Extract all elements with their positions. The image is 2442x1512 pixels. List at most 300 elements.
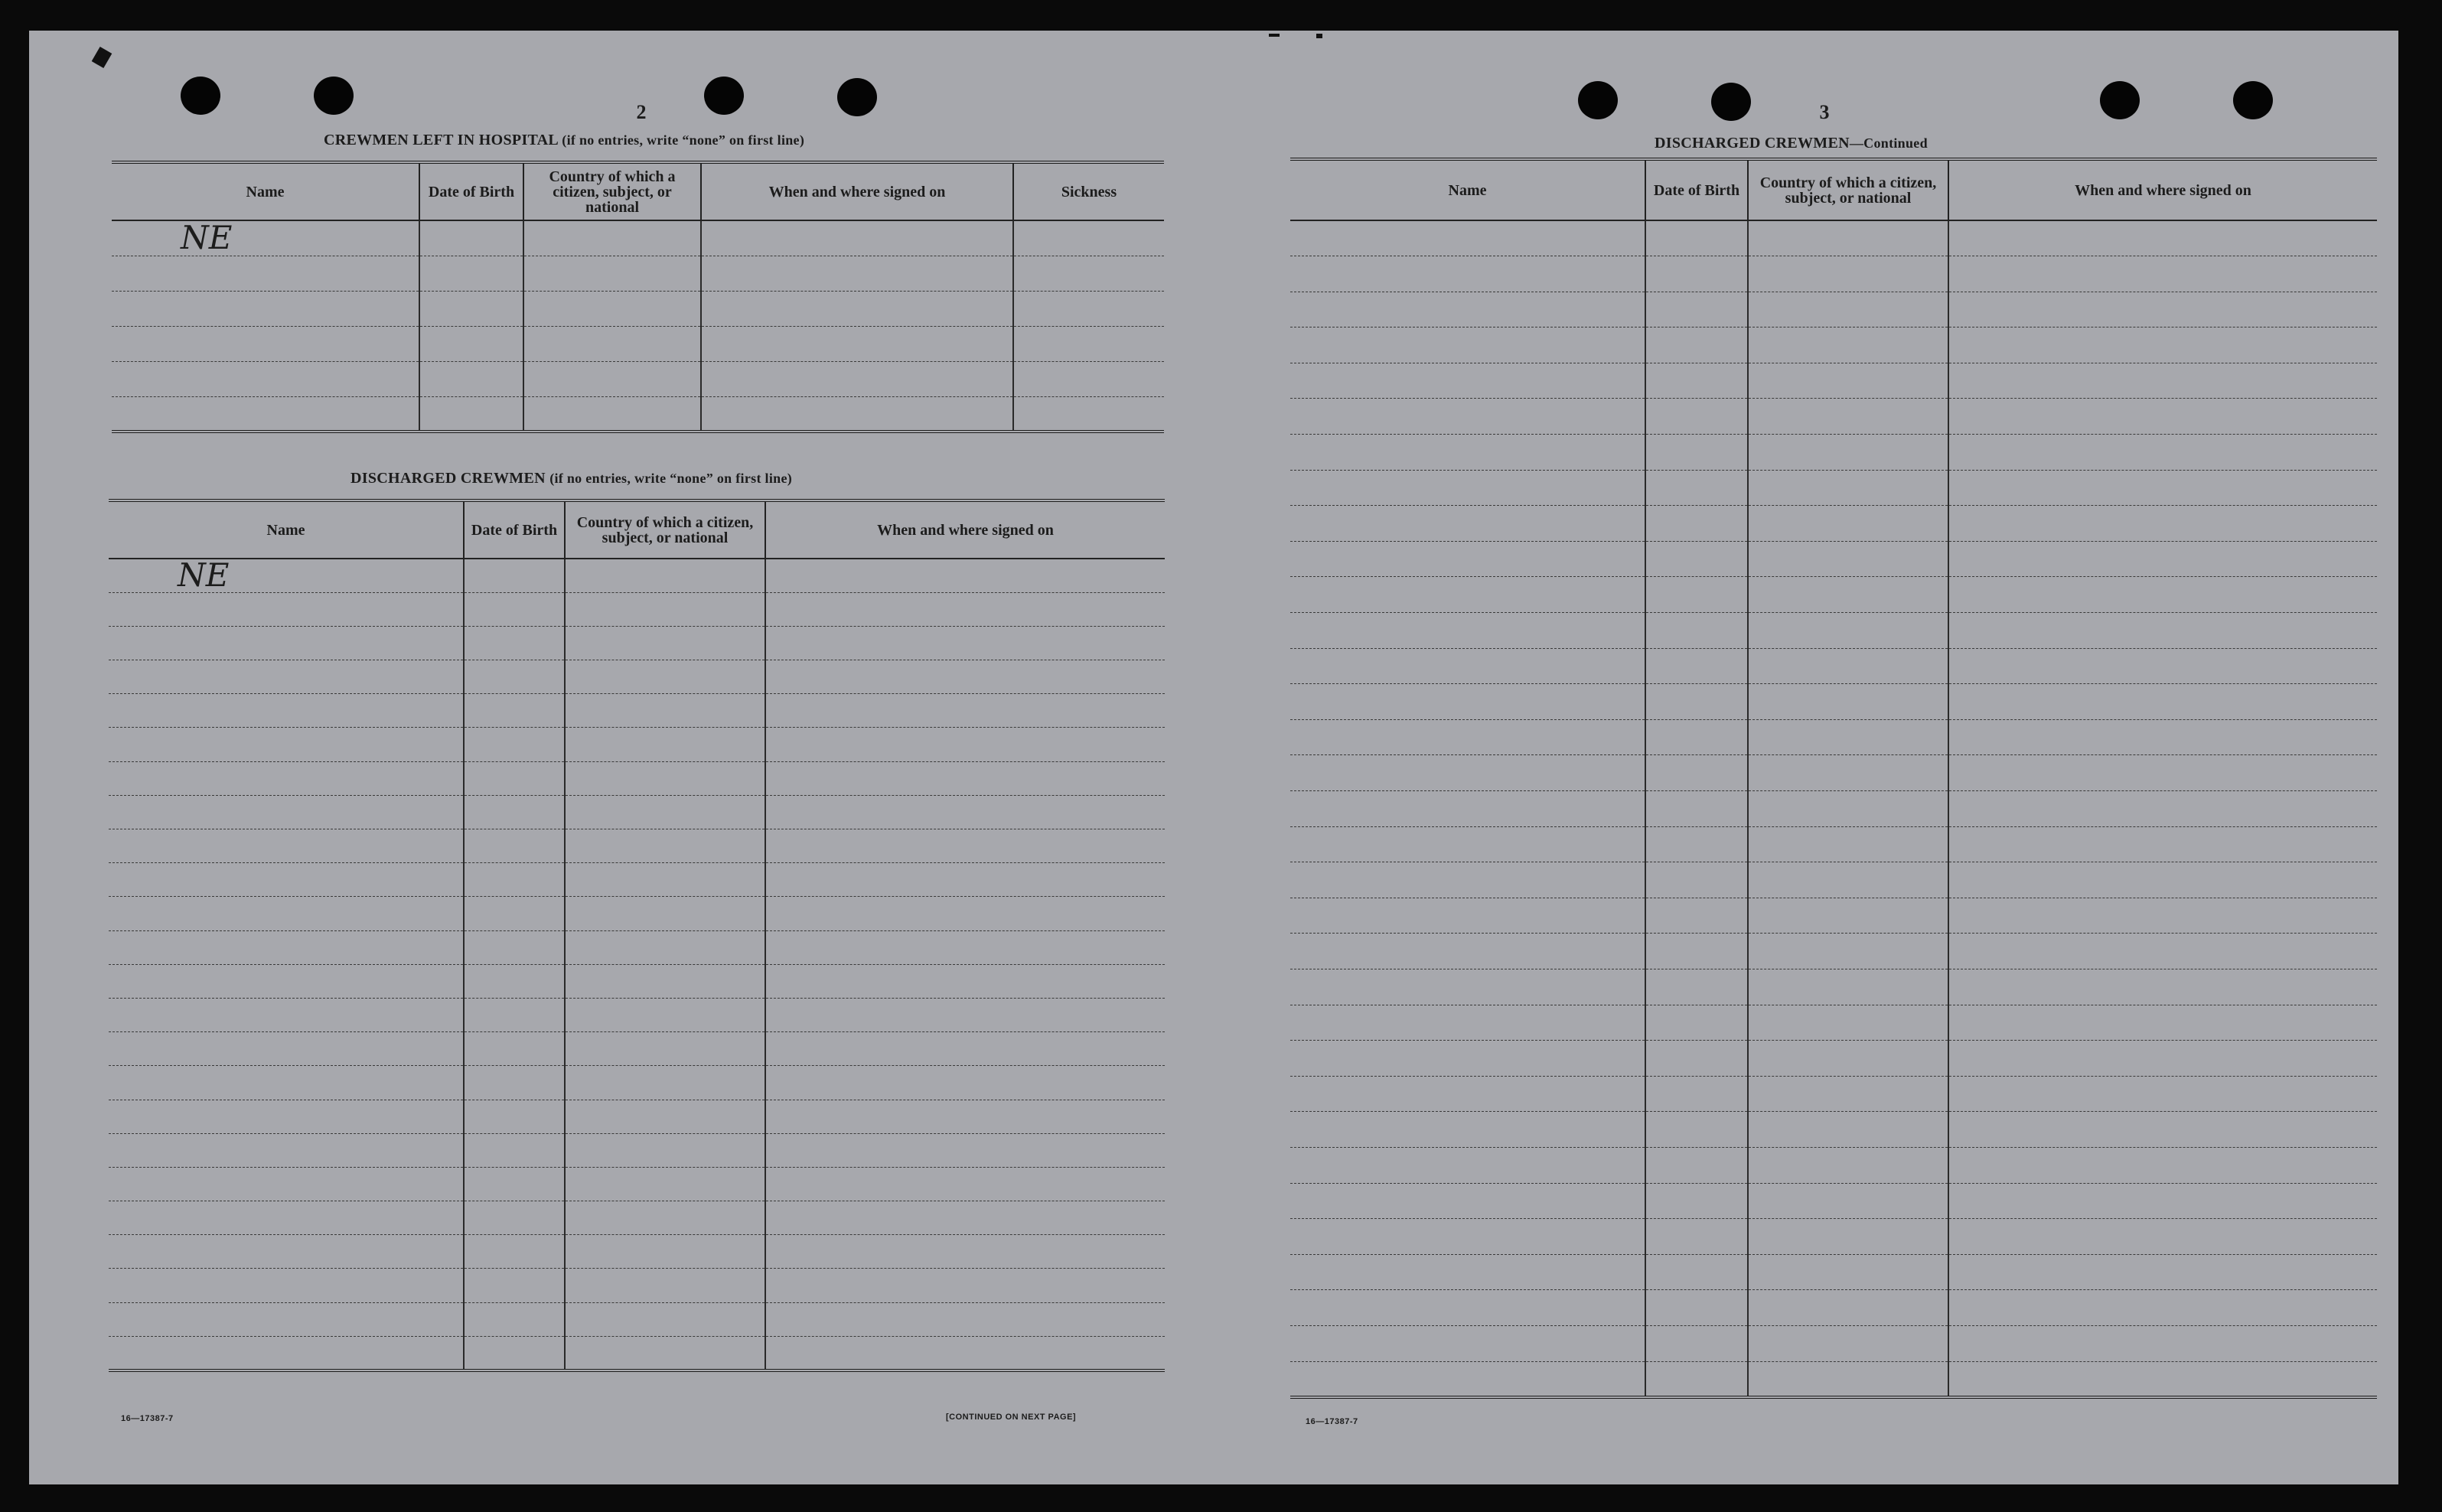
table-cell bbox=[1948, 826, 2377, 862]
table-cell bbox=[1290, 648, 1645, 684]
table-cell bbox=[765, 930, 1165, 964]
table-cell bbox=[464, 1032, 565, 1066]
table-cell bbox=[109, 592, 464, 626]
table-cell bbox=[1748, 1254, 1948, 1290]
punch-hole bbox=[704, 77, 744, 115]
table-cell bbox=[109, 863, 464, 897]
table-cell bbox=[112, 256, 419, 291]
table-cell bbox=[565, 559, 765, 592]
table-cell bbox=[109, 761, 464, 795]
table-cell bbox=[1290, 1076, 1645, 1112]
table-row bbox=[1290, 363, 2377, 399]
table-cell bbox=[765, 1133, 1165, 1167]
table-row bbox=[109, 1032, 1165, 1066]
table-cell bbox=[464, 626, 565, 660]
table-cell bbox=[109, 795, 464, 829]
punch-hole bbox=[181, 77, 220, 115]
table-cell bbox=[765, 559, 1165, 592]
table-cell bbox=[565, 694, 765, 728]
table-cell bbox=[1645, 1290, 1748, 1326]
table-row bbox=[1290, 898, 2377, 934]
table-row bbox=[109, 761, 1165, 795]
table-cell bbox=[109, 1336, 464, 1370]
table-cell bbox=[1748, 1041, 1948, 1077]
table-cell bbox=[1948, 1183, 2377, 1219]
table-cell bbox=[419, 220, 523, 256]
table-cell bbox=[1290, 470, 1645, 506]
table-row bbox=[1290, 1076, 2377, 1112]
table-cell bbox=[701, 326, 1013, 361]
hospital-instruction: (if no entries, write “none” on first line) bbox=[562, 132, 805, 148]
column-header-name: Name bbox=[109, 500, 464, 559]
table-cell bbox=[1948, 1076, 2377, 1112]
table-cell bbox=[464, 1201, 565, 1235]
table-row bbox=[109, 1269, 1165, 1302]
table-cell bbox=[765, 1269, 1165, 1302]
table-cell bbox=[1748, 826, 1948, 862]
table-cell bbox=[1748, 506, 1948, 542]
table-cell bbox=[1645, 577, 1748, 613]
continued-note: [CONTINUED ON NEXT PAGE] bbox=[946, 1413, 1077, 1422]
table-row bbox=[109, 1235, 1165, 1269]
table-cell bbox=[1748, 435, 1948, 471]
table-cell bbox=[419, 396, 523, 432]
table-cell bbox=[1948, 292, 2377, 327]
table-row bbox=[109, 964, 1165, 998]
table-row bbox=[1290, 435, 2377, 471]
table-cell bbox=[1645, 399, 1748, 435]
table-row bbox=[1290, 613, 2377, 649]
table-cell bbox=[1645, 684, 1748, 720]
table-cell bbox=[1948, 1005, 2377, 1041]
table-cell bbox=[765, 1302, 1165, 1336]
table-cell bbox=[765, 897, 1165, 930]
table-cell bbox=[1645, 470, 1748, 506]
table-cell bbox=[1645, 1041, 1748, 1077]
table-cell bbox=[109, 1133, 464, 1167]
form-number-left: 16—17387-7 bbox=[121, 1414, 174, 1423]
table-cell bbox=[1748, 684, 1948, 720]
punch-hole bbox=[2100, 81, 2140, 119]
table-cell bbox=[1290, 1183, 1645, 1219]
table-row bbox=[1290, 327, 2377, 363]
table-cell bbox=[1290, 506, 1645, 542]
table-cell bbox=[1645, 648, 1748, 684]
table-cell bbox=[1948, 506, 2377, 542]
table-cell bbox=[109, 556, 464, 595]
table-cell bbox=[1290, 1005, 1645, 1041]
table-cell bbox=[1290, 719, 1645, 755]
table-cell bbox=[112, 361, 419, 396]
table-row bbox=[109, 998, 1165, 1031]
table-cell bbox=[1645, 791, 1748, 827]
table-cell bbox=[1748, 1076, 1948, 1112]
table-row bbox=[109, 930, 1165, 964]
table-cell bbox=[464, 1269, 565, 1302]
table-cell bbox=[565, 863, 765, 897]
table-cell bbox=[464, 930, 565, 964]
table-row bbox=[109, 1336, 1165, 1370]
table-cell bbox=[1948, 1290, 2377, 1326]
table-cell bbox=[523, 220, 701, 256]
table-cell bbox=[701, 396, 1013, 432]
table-row bbox=[1290, 399, 2377, 435]
table-cell bbox=[1290, 1112, 1645, 1148]
discharged-continued-title: DISCHARGED CREWMEN bbox=[1655, 135, 1850, 152]
table-cell bbox=[1948, 1147, 2377, 1183]
table-row bbox=[1290, 1219, 2377, 1255]
table-cell bbox=[1645, 1219, 1748, 1255]
table-cell bbox=[1645, 220, 1748, 256]
table-cell bbox=[1645, 363, 1748, 399]
table-cell bbox=[765, 694, 1165, 728]
table-row bbox=[1290, 1005, 2377, 1041]
table-cell bbox=[1748, 327, 1948, 363]
table-row bbox=[1290, 648, 2377, 684]
table-cell bbox=[1748, 755, 1948, 791]
table-cell bbox=[464, 559, 565, 592]
table-cell bbox=[109, 930, 464, 964]
table-cell bbox=[109, 1269, 464, 1302]
table-cell bbox=[1748, 256, 1948, 292]
table-cell bbox=[1948, 399, 2377, 435]
table-cell bbox=[112, 326, 419, 361]
table-row bbox=[1290, 684, 2377, 720]
column-header-date-of-birth: Date of Birth bbox=[464, 500, 565, 559]
table-row bbox=[1290, 506, 2377, 542]
table-cell bbox=[1645, 755, 1748, 791]
table-cell bbox=[1290, 541, 1645, 577]
table-cell bbox=[1748, 1361, 1948, 1397]
table-cell bbox=[565, 1302, 765, 1336]
table-cell bbox=[765, 1167, 1165, 1201]
table-cell bbox=[523, 256, 701, 291]
table-row bbox=[1290, 577, 2377, 613]
table-cell bbox=[523, 326, 701, 361]
column-header-date-of-birth: Date of Birth bbox=[1645, 159, 1748, 220]
table-cell bbox=[464, 694, 565, 728]
table-cell bbox=[1013, 361, 1164, 396]
table-row bbox=[109, 1133, 1165, 1167]
table-cell bbox=[1948, 613, 2377, 649]
table-row bbox=[109, 1100, 1165, 1133]
table-cell bbox=[565, 1066, 765, 1100]
table-cell bbox=[1290, 1290, 1645, 1326]
table-cell bbox=[1645, 1183, 1748, 1219]
table-cell bbox=[1748, 577, 1948, 613]
table-cell bbox=[1645, 862, 1748, 898]
discharged-instruction: (if no entries, write “none” on first line) bbox=[549, 471, 793, 486]
table-cell bbox=[1645, 1325, 1748, 1361]
table-cell bbox=[1013, 291, 1164, 326]
table-cell bbox=[565, 1032, 765, 1066]
table-cell bbox=[765, 660, 1165, 694]
punch-hole bbox=[837, 78, 877, 116]
table-cell bbox=[109, 1235, 464, 1269]
table-cell bbox=[1948, 577, 2377, 613]
table-cell bbox=[1748, 969, 1948, 1005]
table-cell bbox=[464, 863, 565, 897]
table-cell bbox=[109, 897, 464, 930]
discharged-continued-table bbox=[1290, 158, 2377, 1399]
table-row bbox=[1290, 1361, 2377, 1397]
table-cell bbox=[1290, 969, 1645, 1005]
column-header-name: Name bbox=[112, 162, 419, 220]
ink-mark bbox=[92, 47, 112, 68]
table-cell bbox=[419, 291, 523, 326]
table-row bbox=[109, 559, 1165, 592]
table-cell bbox=[765, 795, 1165, 829]
column-header-date-of-birth: Date of Birth bbox=[419, 162, 523, 220]
table-cell bbox=[464, 1336, 565, 1370]
table-cell bbox=[109, 1201, 464, 1235]
table-cell bbox=[464, 1302, 565, 1336]
table-cell bbox=[765, 998, 1165, 1031]
table-cell bbox=[1948, 684, 2377, 720]
table-cell bbox=[1290, 363, 1645, 399]
table-cell bbox=[464, 660, 565, 694]
table-cell bbox=[565, 1167, 765, 1201]
table-cell bbox=[565, 795, 765, 829]
table-cell bbox=[565, 626, 765, 660]
table-row bbox=[1290, 755, 2377, 791]
table-cell bbox=[1290, 327, 1645, 363]
table-cell bbox=[765, 829, 1165, 863]
table-cell bbox=[1948, 719, 2377, 755]
table-cell bbox=[1290, 1219, 1645, 1255]
table-cell bbox=[1645, 1361, 1748, 1397]
table-cell bbox=[1290, 1254, 1645, 1290]
table-cell bbox=[701, 361, 1013, 396]
table-cell bbox=[109, 1167, 464, 1201]
table-cell bbox=[1748, 470, 1948, 506]
table-cell bbox=[1645, 506, 1748, 542]
table-cell bbox=[1748, 1325, 1948, 1361]
discharged-rows bbox=[109, 556, 1165, 1370]
table-cell bbox=[765, 626, 1165, 660]
table-cell bbox=[1645, 969, 1748, 1005]
table-cell bbox=[1748, 898, 1948, 934]
table-cell bbox=[464, 1133, 565, 1167]
table-row bbox=[1290, 934, 2377, 969]
table-cell bbox=[1290, 292, 1645, 327]
table-cell bbox=[1748, 613, 1948, 649]
table-cell bbox=[464, 761, 565, 795]
table-cell bbox=[464, 1066, 565, 1100]
table-cell bbox=[1948, 1112, 2377, 1148]
table-row bbox=[109, 897, 1165, 930]
table-cell bbox=[765, 592, 1165, 626]
column-header-country: Country of which a citizen, subject, or national bbox=[565, 500, 765, 559]
table-cell bbox=[109, 660, 464, 694]
table-cell bbox=[765, 863, 1165, 897]
table-cell bbox=[109, 626, 464, 660]
table-cell bbox=[565, 592, 765, 626]
punch-hole bbox=[1711, 83, 1751, 121]
table-row bbox=[1290, 256, 2377, 292]
table-cell bbox=[1290, 898, 1645, 934]
table-cell bbox=[1948, 1219, 2377, 1255]
table-cell bbox=[1645, 826, 1748, 862]
hospital-table bbox=[112, 161, 1164, 433]
table-cell bbox=[109, 1302, 464, 1336]
table-cell bbox=[1748, 1147, 1948, 1183]
table-row bbox=[1290, 541, 2377, 577]
punch-hole bbox=[2233, 81, 2273, 119]
page-number-right: 3 bbox=[1819, 101, 1830, 123]
table-row bbox=[109, 1066, 1165, 1100]
table-cell bbox=[1948, 435, 2377, 471]
table-cell bbox=[765, 728, 1165, 761]
table-row bbox=[109, 863, 1165, 897]
table-cell bbox=[1645, 1005, 1748, 1041]
ink-mark bbox=[1316, 34, 1322, 38]
table-cell bbox=[1290, 862, 1645, 898]
table-cell bbox=[1013, 326, 1164, 361]
table-cell bbox=[565, 761, 765, 795]
table-cell bbox=[565, 1201, 765, 1235]
table-cell bbox=[1948, 898, 2377, 934]
table-row bbox=[109, 829, 1165, 863]
table-cell bbox=[765, 1235, 1165, 1269]
table-cell bbox=[1748, 1290, 1948, 1326]
table-cell bbox=[109, 829, 464, 863]
handwritten-ne: NE bbox=[181, 219, 233, 257]
table-cell bbox=[1290, 791, 1645, 827]
table-row bbox=[109, 1302, 1165, 1336]
table-cell bbox=[112, 396, 419, 432]
table-cell bbox=[1645, 934, 1748, 969]
discharged-table bbox=[109, 499, 1165, 1372]
table-cell bbox=[1290, 613, 1645, 649]
table-cell bbox=[523, 396, 701, 432]
table-row bbox=[1290, 1290, 2377, 1326]
table-row bbox=[1290, 220, 2377, 256]
punch-hole bbox=[1578, 81, 1618, 119]
table-cell bbox=[1290, 684, 1645, 720]
table-cell bbox=[765, 1100, 1165, 1133]
table-cell bbox=[109, 728, 464, 761]
table-row bbox=[1290, 791, 2377, 827]
table-cell bbox=[464, 1100, 565, 1133]
table-cell bbox=[565, 1100, 765, 1133]
table-cell bbox=[1290, 220, 1645, 256]
table-cell bbox=[1645, 435, 1748, 471]
table-cell bbox=[109, 1100, 464, 1133]
table-cell bbox=[1748, 791, 1948, 827]
table-cell bbox=[1948, 862, 2377, 898]
table-row bbox=[1290, 1041, 2377, 1077]
table-cell bbox=[1948, 470, 2377, 506]
table-row bbox=[109, 728, 1165, 761]
table-cell bbox=[565, 1133, 765, 1167]
table-cell bbox=[1948, 1361, 2377, 1397]
table-row bbox=[109, 626, 1165, 660]
hospital-section-title bbox=[324, 132, 804, 149]
table-row bbox=[1290, 862, 2377, 898]
table-row bbox=[1290, 719, 2377, 755]
table-cell bbox=[1748, 1219, 1948, 1255]
table-cell bbox=[765, 1032, 1165, 1066]
table-cell bbox=[565, 728, 765, 761]
table-cell bbox=[1290, 399, 1645, 435]
table-cell bbox=[1748, 1005, 1948, 1041]
handwritten-entry bbox=[112, 220, 419, 256]
table-cell bbox=[109, 998, 464, 1031]
table-cell bbox=[1748, 1112, 1948, 1148]
table-cell bbox=[1645, 292, 1748, 327]
table-cell bbox=[1645, 1112, 1748, 1148]
table-cell bbox=[464, 897, 565, 930]
table-cell bbox=[1290, 826, 1645, 862]
table-cell bbox=[1748, 220, 1948, 256]
table-cell bbox=[1948, 791, 2377, 827]
table-cell bbox=[565, 829, 765, 863]
page-number-left: 2 bbox=[636, 101, 647, 123]
table-cell bbox=[1290, 1147, 1645, 1183]
table-cell bbox=[1748, 1183, 1948, 1219]
table-cell bbox=[1948, 969, 2377, 1005]
table-row bbox=[109, 1201, 1165, 1235]
table-cell bbox=[112, 291, 419, 326]
table-cell bbox=[1290, 435, 1645, 471]
table-row bbox=[1290, 470, 2377, 506]
table-cell bbox=[565, 1235, 765, 1269]
table-cell bbox=[1948, 648, 2377, 684]
table-cell bbox=[464, 964, 565, 998]
table-cell bbox=[1645, 898, 1748, 934]
table-cell bbox=[765, 761, 1165, 795]
table-row bbox=[1290, 1183, 2377, 1219]
table-row bbox=[109, 1167, 1165, 1201]
column-header-signed-on: When and where signed on bbox=[1948, 159, 2377, 220]
column-header-country: Country of which a citizen, subject, or national bbox=[523, 162, 701, 220]
table-cell bbox=[565, 930, 765, 964]
table-cell bbox=[419, 326, 523, 361]
table-cell bbox=[565, 897, 765, 930]
table-cell bbox=[523, 361, 701, 396]
table-cell bbox=[1645, 541, 1748, 577]
form-number-right: 16—17387-7 bbox=[1306, 1417, 1358, 1426]
column-header-name: Name bbox=[1290, 159, 1645, 220]
table-cell bbox=[765, 1066, 1165, 1100]
column-header-sickness: Sickness bbox=[1013, 162, 1164, 220]
table-cell bbox=[1948, 1254, 2377, 1290]
table-cell bbox=[565, 1269, 765, 1302]
table-cell bbox=[1948, 755, 2377, 791]
table-row bbox=[1290, 292, 2377, 327]
table-cell bbox=[109, 1032, 464, 1066]
table-cell bbox=[109, 694, 464, 728]
table-row bbox=[1290, 969, 2377, 1005]
table-cell bbox=[1748, 399, 1948, 435]
table-row bbox=[109, 660, 1165, 694]
table-cell bbox=[1290, 1325, 1645, 1361]
column-header-signed-on: When and where signed on bbox=[765, 500, 1165, 559]
table-cell bbox=[1948, 934, 2377, 969]
table-cell bbox=[565, 964, 765, 998]
table-cell bbox=[1748, 934, 1948, 969]
table-row bbox=[1290, 1325, 2377, 1361]
table-cell bbox=[565, 660, 765, 694]
table-cell bbox=[1748, 363, 1948, 399]
table-cell bbox=[1290, 1361, 1645, 1397]
table-cell bbox=[464, 998, 565, 1031]
table-cell bbox=[765, 1201, 1165, 1235]
table-cell bbox=[1948, 363, 2377, 399]
table-cell bbox=[565, 1336, 765, 1370]
table-cell bbox=[464, 829, 565, 863]
